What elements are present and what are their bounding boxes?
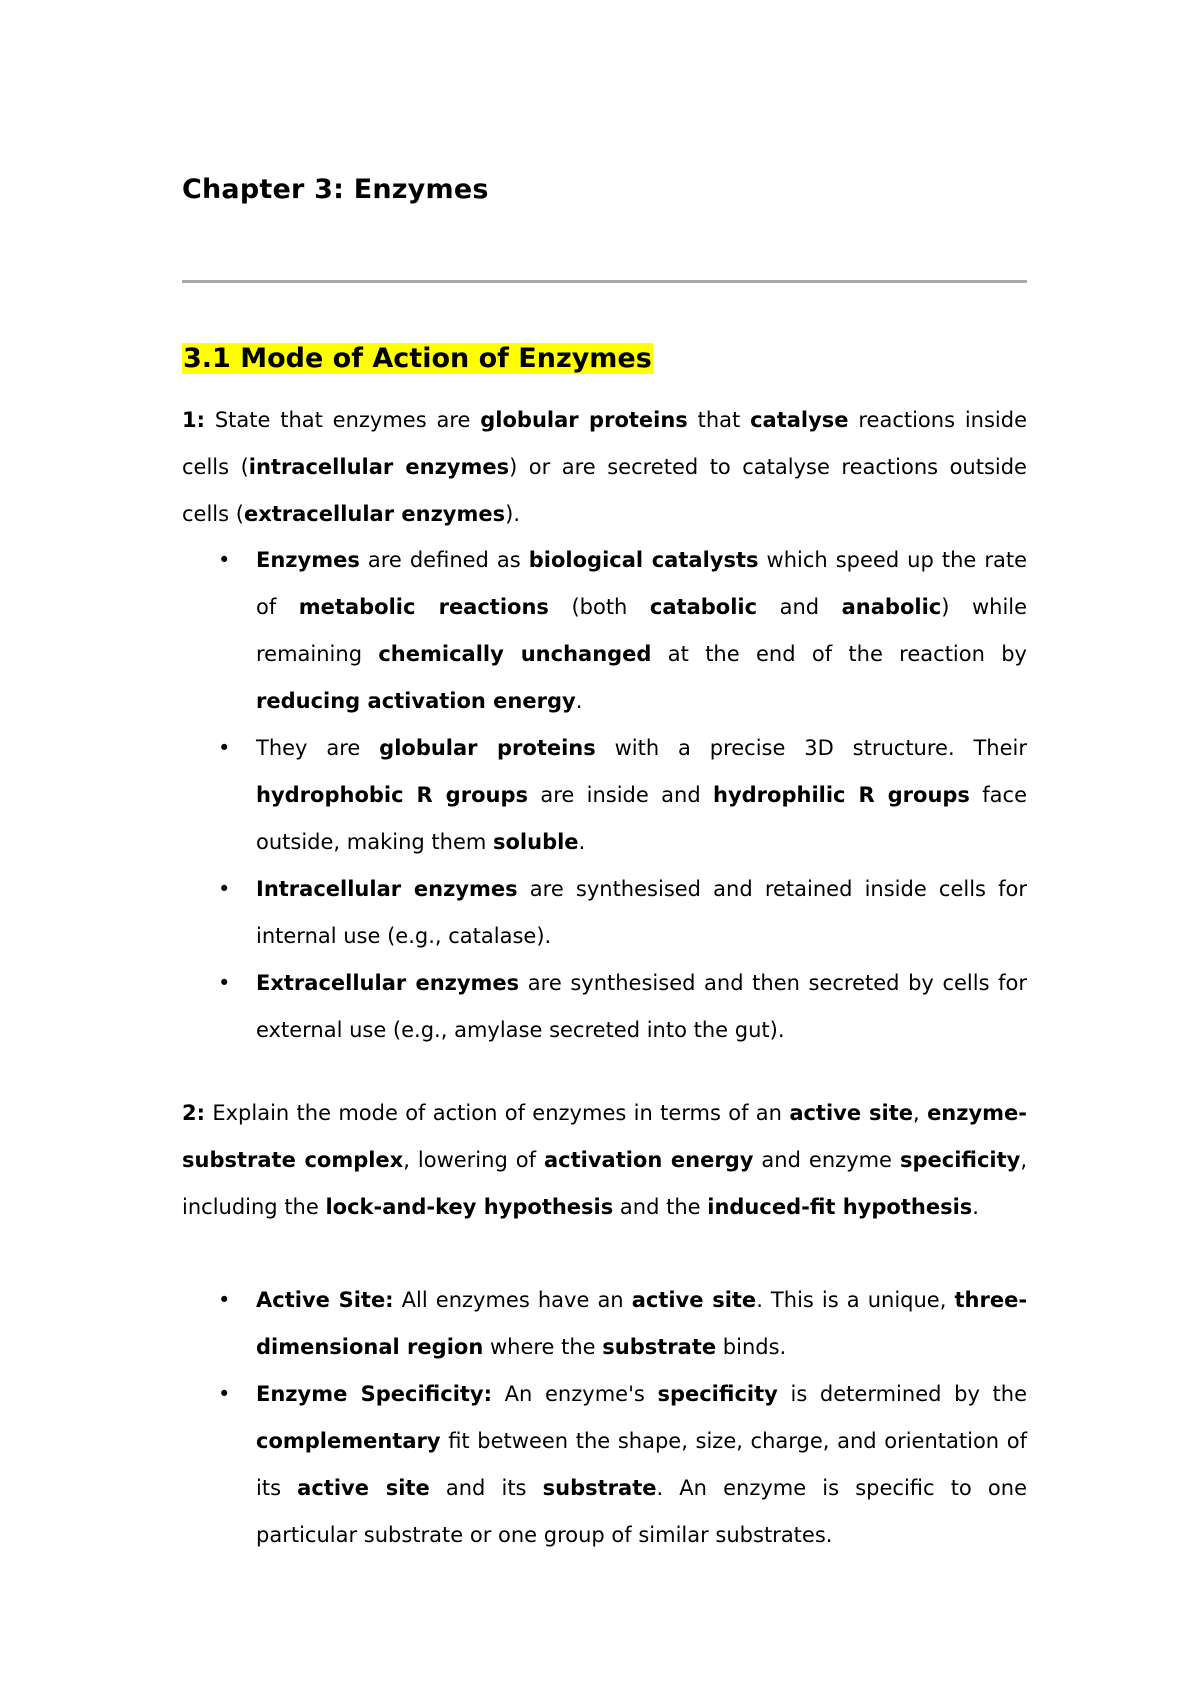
text-run: is determined by the <box>777 1382 1027 1406</box>
text-run: . <box>578 830 586 854</box>
text-run: . An enzyme is specific to one particular substrate or one group of similar substrates. <box>256 1476 1028 1547</box>
text-run: and the <box>613 1195 708 1219</box>
bold-term: active site <box>297 1476 430 1500</box>
bold-term: Active Site: <box>256 1288 394 1312</box>
bullet-item <box>182 866 1027 960</box>
bold-term: Enzyme Specificity: <box>256 1382 493 1406</box>
bold-term: anabolic <box>841 595 942 619</box>
bold-term: three-dimensional region <box>256 1288 1028 1359</box>
bold-term: active site <box>789 1101 914 1125</box>
bold-term: substrate <box>542 1476 657 1500</box>
text-run: They are <box>256 736 380 760</box>
bold-term: Enzymes <box>256 548 360 572</box>
bullet-dot-icon: • <box>218 1382 231 1406</box>
bullet-dot-icon: • <box>218 736 231 760</box>
bold-term: hydrophobic R groups <box>256 783 528 807</box>
bold-term: enzyme-substrate complex <box>182 1101 1028 1172</box>
text-run: Explain the mode of action of enzymes in terms of an <box>205 1101 790 1125</box>
text-run: . <box>575 689 583 713</box>
text-run: with a precise 3D structure. Their <box>595 736 1028 760</box>
bullet-item <box>182 960 1027 1054</box>
section-heading <box>182 340 653 378</box>
text-run: at the end of the reaction by <box>651 642 1027 666</box>
section-heading-highlight: 3.1 Mode of Action of Enzymes <box>183 343 652 374</box>
horizontal-divider <box>182 280 1027 283</box>
bullet-item <box>182 1277 1027 1371</box>
text-run: fit between the shape, size, charge, and orientation of its <box>256 1429 1027 1500</box>
bold-term: Extracellular enzymes <box>256 971 520 995</box>
text-run: , including the <box>182 1148 1028 1219</box>
bold-term: specificity <box>657 1382 778 1406</box>
text-run: ) while remaining <box>256 595 1028 666</box>
bullet-item <box>182 537 1027 725</box>
text-run: binds. <box>716 1335 787 1359</box>
bold-term: induced-fit hypothesis <box>707 1195 973 1219</box>
bullet-item <box>182 1371 1027 1559</box>
bold-term: globular proteins <box>480 408 688 432</box>
text-run: ). <box>505 502 520 526</box>
text-run: which speed up the rate of <box>256 548 1027 619</box>
objective-1-bullet-list <box>182 537 1027 1054</box>
bold-term: intracellular enzymes <box>248 455 510 479</box>
text-run: An enzyme's <box>492 1382 658 1406</box>
bold-term: extracellular enzymes <box>243 502 506 526</box>
text-run: (both <box>548 595 650 619</box>
bold-term: activation energy <box>543 1148 754 1172</box>
text-run: . This is a unique, <box>756 1288 955 1312</box>
bold-term: chemically unchanged <box>378 642 652 666</box>
text-run: and its <box>429 1476 543 1500</box>
text-run: , <box>913 1101 928 1125</box>
bold-term: 2: <box>182 1101 206 1125</box>
bold-term: 1: <box>182 408 206 432</box>
bold-term: soluble <box>493 830 579 854</box>
bullet-dot-icon: • <box>218 971 231 995</box>
text-run: ) or are secreted to catalyse reactions outside cells ( <box>182 455 1027 526</box>
learning-objective-1 <box>182 397 1027 538</box>
bold-term: hydrophilic R groups <box>713 783 970 807</box>
bold-term: lock-and-key hypothesis <box>325 1195 614 1219</box>
text-run: are synthesised and then secreted by cells for external use (e.g., amylase secreted into the gut). <box>256 971 1027 1042</box>
bold-term: metabolic reactions <box>298 595 549 619</box>
learning-objective-2 <box>182 1090 1027 1231</box>
text-run: where the <box>483 1335 603 1359</box>
text-run: are defined as <box>359 548 529 572</box>
text-run: . <box>972 1195 979 1219</box>
text-run: are inside and <box>527 783 714 807</box>
bullet-item <box>182 725 1027 866</box>
bold-term: reducing activation energy <box>256 689 576 713</box>
text-run: reactions inside cells ( <box>182 408 1028 479</box>
text-run: and <box>757 595 842 619</box>
bold-term: active site <box>631 1288 757 1312</box>
bold-term: biological catalysts <box>528 548 759 572</box>
bold-term: specificity <box>899 1148 1021 1172</box>
chapter-title: Chapter 3: Enzymes <box>182 174 489 205</box>
bold-term: catabolic <box>649 595 758 619</box>
bold-term: globular proteins <box>379 736 596 760</box>
bold-term: catalyse <box>750 408 849 432</box>
text-run: face outside, making them <box>256 783 1028 854</box>
text-run: and enzyme <box>753 1148 900 1172</box>
text-run: State that enzymes are <box>205 408 481 432</box>
objective-2-bullet-list <box>182 1277 1027 1559</box>
text-run: , lowering of <box>403 1148 544 1172</box>
bullet-dot-icon: • <box>218 877 231 901</box>
bold-term: complementary <box>256 1429 441 1453</box>
text-run: that <box>687 408 751 432</box>
bullet-dot-icon: • <box>218 548 231 572</box>
bold-term: Intracellular enzymes <box>256 877 518 901</box>
text-run: are synthesised and retained inside cells for internal use (e.g., catalase). <box>256 877 1028 948</box>
text-run: All enzymes have an <box>393 1288 632 1312</box>
bullet-dot-icon: • <box>218 1288 231 1312</box>
bold-term: substrate <box>602 1335 717 1359</box>
